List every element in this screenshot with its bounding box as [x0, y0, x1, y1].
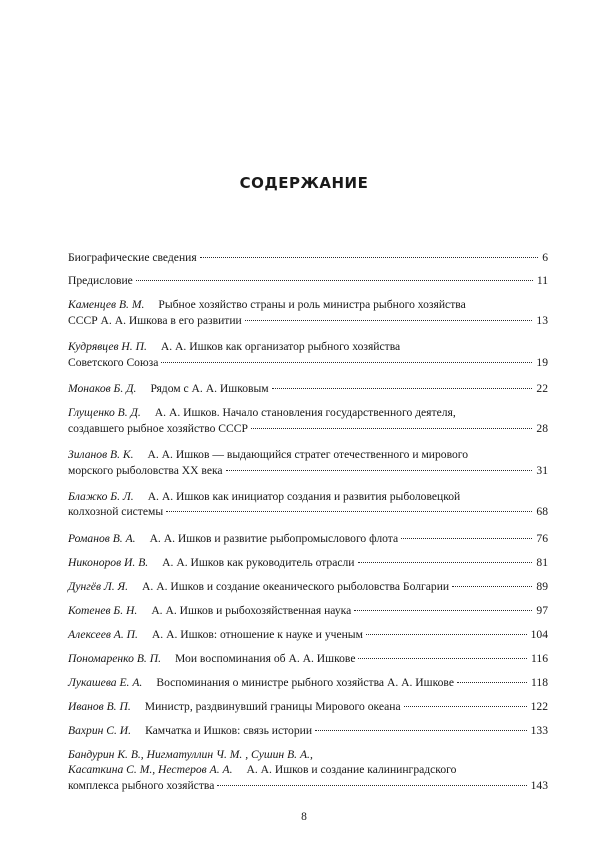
toc-title: А. А. Ишков как руководитель отрасли — [162, 555, 355, 569]
toc-title: Биографические сведения — [68, 251, 197, 264]
toc-title: А. А. Ишков — выдающийся стратег отечественного и мирового — [147, 447, 469, 461]
toc-line — [68, 778, 548, 794]
toc-entry[interactable] — [68, 531, 548, 547]
dot-leader — [166, 511, 532, 512]
toc-line — [68, 355, 548, 371]
toc-author: Блажко Б. Л. — [68, 489, 134, 503]
toc-entry[interactable] — [68, 250, 548, 266]
toc-page-number: 31 — [536, 463, 548, 477]
toc-entry[interactable] — [68, 699, 548, 715]
toc-author: Иванов В. П. — [68, 699, 131, 713]
toc-page-number: 89 — [536, 579, 548, 593]
dot-leader — [354, 610, 532, 611]
toc-title: А. А. Ишков как организатор рыбного хозяйства — [160, 339, 401, 353]
toc-line — [68, 405, 548, 421]
toc-author: Зиланов В. К. — [68, 447, 134, 461]
page-number: 8 — [301, 811, 307, 823]
dot-leader — [358, 658, 527, 659]
dot-leader — [200, 257, 539, 258]
toc-line — [68, 250, 548, 266]
toc-line — [68, 463, 548, 479]
toc-title: морского рыболовства XX века — [68, 463, 223, 477]
toc-title: А. А. Ишков и создание океанического рыболовства Болгарии — [142, 579, 450, 593]
toc-line — [68, 675, 548, 691]
toc-page-number: 22 — [536, 381, 548, 395]
toc-line — [68, 723, 548, 739]
toc-line — [68, 313, 548, 329]
toc-title: А. А. Ишков: отношение к науке и ученым — [151, 627, 363, 641]
toc-line — [68, 651, 548, 667]
toc-entry[interactable] — [68, 273, 548, 289]
toc-author: Касаткина С. М., Нестеров А. А. — [68, 763, 233, 777]
toc-page-number: 19 — [536, 355, 548, 369]
toc-line — [68, 381, 548, 397]
toc-title: создавшего рыбное хозяйство СССР — [68, 421, 248, 435]
toc-title: Советского Союза — [68, 355, 159, 369]
toc-entry[interactable] — [68, 723, 548, 739]
toc-author: Бандурин К. В., Нигматуллин Ч. М. , Сушин В. А., — [68, 747, 313, 761]
toc-page-number: 81 — [536, 555, 548, 569]
toc-page-number: 104 — [530, 627, 548, 641]
toc-author: Монаков Б. Д. — [68, 381, 137, 395]
toc-entry[interactable] — [68, 651, 548, 667]
toc-page-number: 76 — [536, 531, 548, 545]
toc-page-number: 133 — [530, 723, 548, 737]
toc-title: А. А. Ишков и развитие рыбопромыслового флота — [149, 531, 399, 545]
toc-entry[interactable] — [68, 489, 548, 520]
toc-entry[interactable] — [68, 405, 548, 436]
toc-entry[interactable] — [68, 297, 548, 328]
toc-author: Каменцев В. М. — [68, 297, 145, 311]
toc-page-number: 118 — [531, 675, 548, 689]
dot-leader — [272, 388, 533, 389]
toc-entry[interactable] — [68, 627, 548, 643]
dot-leader — [217, 785, 526, 786]
toc-line — [68, 273, 548, 289]
toc-line — [68, 297, 548, 313]
toc-title: колхозной системы — [68, 505, 164, 519]
toc-entry[interactable] — [68, 675, 548, 691]
toc-title: А. А. Ишков. Начало становления государственного деятеля, — [154, 405, 456, 419]
dot-leader — [404, 706, 527, 707]
toc-entry[interactable] — [68, 579, 548, 595]
dot-leader — [226, 470, 533, 471]
toc-entry[interactable] — [68, 381, 548, 397]
toc-line — [68, 762, 548, 778]
toc-title: Министр, раздвинувший границы Мирового океана — [144, 699, 401, 713]
toc-page-number: 68 — [536, 505, 548, 519]
toc-page-number: 28 — [536, 421, 548, 435]
toc-entry[interactable] — [68, 339, 548, 370]
toc-author: Пономаренко В. П. — [68, 651, 161, 665]
dot-leader — [161, 362, 532, 363]
toc-entry[interactable] — [68, 603, 548, 619]
toc-line — [68, 504, 548, 520]
dot-leader — [136, 280, 533, 281]
toc-title: Предисловие — [68, 273, 133, 287]
toc-line — [68, 699, 548, 715]
toc-line — [68, 579, 548, 595]
toc-line — [68, 489, 548, 505]
dot-leader — [315, 730, 527, 731]
toc-title: Камчатка и Ишков: связь истории — [145, 723, 313, 737]
toc-page-number: 13 — [536, 313, 548, 327]
toc-title: А. А. Ишков и создание калининградского — [246, 763, 457, 777]
dot-leader — [452, 586, 532, 587]
toc-page-number: 97 — [536, 603, 548, 617]
toc-title: Воспоминания о министре рыбного хозяйства А. А. Ишкове — [156, 675, 454, 689]
toc-line — [68, 627, 548, 643]
dot-leader — [401, 538, 532, 539]
toc-author: Глущенко В. Д. — [68, 405, 141, 419]
toc-page-number: 116 — [531, 651, 548, 665]
toc-line — [68, 339, 548, 355]
toc-entry[interactable] — [68, 555, 548, 571]
toc-author: Романов В. А. — [68, 531, 136, 545]
toc-page-number: 11 — [536, 273, 548, 287]
toc-author: Котенев Б. Н. — [68, 603, 138, 617]
toc-author: Кудрявцев Н. П. — [68, 339, 147, 353]
page-title: СОДЕРЖАНИЕ — [239, 174, 369, 192]
toc-title: комплекса рыбного хозяйства — [68, 778, 215, 792]
toc-line — [68, 747, 548, 763]
toc-title: А. А. Ишков и рыбохозяйственная наука — [151, 603, 352, 617]
toc-title: Мои воспоминания об А. А. Ишкове — [175, 651, 356, 665]
toc-page-number: 122 — [530, 699, 548, 713]
toc-entry[interactable] — [68, 747, 548, 794]
dot-leader — [358, 562, 533, 563]
toc-line — [68, 531, 548, 547]
toc-title: А. А. Ишков как инициатор создания и развития рыболовецкой — [147, 489, 461, 503]
dot-leader — [251, 428, 532, 429]
toc-title: СССР А. А. Ишкова в его развитии — [68, 313, 242, 327]
toc-author: Лукашева Е. А. — [68, 675, 143, 689]
toc-line — [68, 603, 548, 619]
toc-line — [68, 421, 548, 437]
toc-title: Рядом с А. А. Ишковым — [150, 381, 269, 395]
toc-author: Алексеев А. П. — [68, 627, 138, 641]
toc-line — [68, 555, 548, 571]
dot-leader — [245, 320, 533, 321]
toc-title: Рыбное хозяйство страны и роль министра рыбного хозяйства — [158, 297, 466, 311]
dot-leader — [457, 682, 527, 683]
toc-page-number: 143 — [530, 778, 548, 792]
toc-entry[interactable] — [68, 447, 548, 478]
toc-author: Вахрин С. И. — [68, 723, 132, 737]
toc-author: Никоноров И. В. — [68, 555, 149, 569]
toc-page-number: 6 — [542, 251, 548, 264]
dot-leader — [366, 634, 527, 635]
toc-author: Дунгёв Л. Я. — [68, 579, 129, 593]
toc-line — [68, 447, 548, 463]
table-of-contents — [68, 250, 548, 794]
